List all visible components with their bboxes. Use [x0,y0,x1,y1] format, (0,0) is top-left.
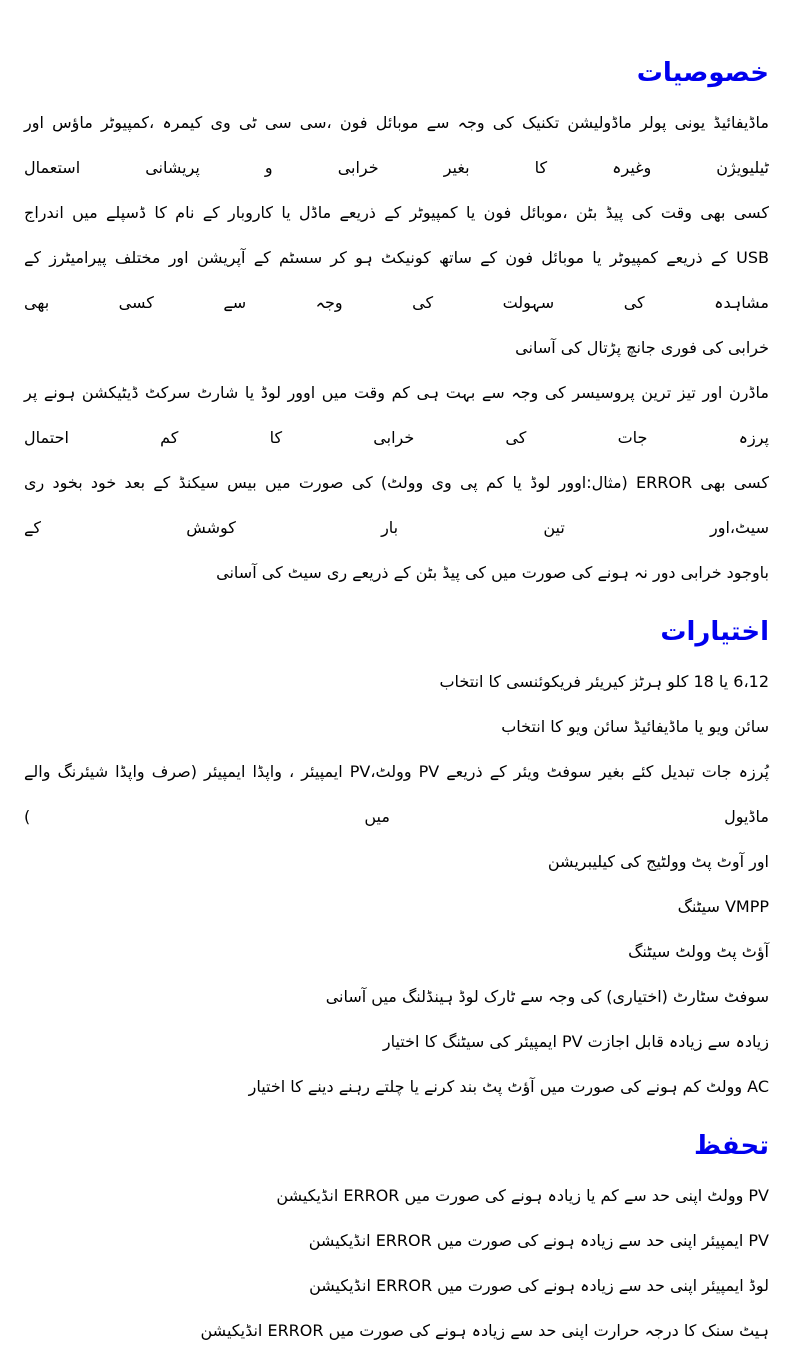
option-item-line: AC وولٹ کم ہونے کی صورت میں آؤٹ پٹ بند کرنے یا چلتے رہنے دینے کا اختیار [248,1077,769,1096]
protection-item-line: PV وولٹ اپنی حد سے کم یا زیادہ ہونے کی صورت میں ERROR انڈیکیشن [276,1186,769,1205]
options-section-heading: اختیارات [660,617,769,647]
feature-item-line: USB کے ذریعے کمپیوٹر یا موبائل فون کے ساتھ کونیکٹ ہو کر سسٹم کے آپریشن اور مختلف پیرامیٹرز کے مشاہدہ کی سہولت کی وجہ سے کسی بھی [24,248,769,312]
option-item-line: سائن ویو یا ماڈیفائیڈ سائن ویو کا انتخاب [501,717,769,736]
option-item-line: آؤٹ پٹ وولٹ سیٹنگ [628,942,769,961]
feature-item-line: کسی بھی ERROR (مثال:اوور لوڈ یا کم پی وی وولٹ) کی صورت میں بیس سیکنڈ کے بعد خود بخود ری سیٹ،اور تین بار کوشش کے [24,473,770,537]
feature-item-line: ماڈرن اور تیز ترین پروسیسر کی وجہ سے بہت ہی کم وقت میں اوور لوڈ یا شارٹ سرکٹ ڈیٹیکشن ہونے پر پرزہ جات کی خرابی کا کم احتمال [24,383,769,447]
feature-item-line: باوجود خرابی دور نہ ہونے کی صورت میں کی پیڈ بٹن کے ذریعے ری سیٹ کی آسانی [216,563,769,582]
protection-item-line: PV ایمپیئر اپنی حد سے زیادہ ہونے کی صورت میں ERROR انڈیکیشن [308,1231,769,1250]
protection-item-line: ہیٹ سنک کا درجہ حرارت اپنی حد سے زیادہ ہونے کی صورت میں ERROR انڈیکیشن [200,1321,769,1340]
option-item-line: سوفٹ سٹارٹ (اختیاری) کی وجہ سے ٹارک لوڈ ہینڈلنگ میں آسانی [325,987,769,1006]
option-item-line: زیادہ سے زیادہ قابل اجازت PV ایمپیئر کی سیٹنگ کا اختیار [382,1032,769,1051]
features-section-heading: خصوصیات [636,58,769,88]
option-item-line: VMPP سیٹنگ [677,897,769,916]
protection-section-heading: تحفظ [693,1131,769,1161]
feature-item-line: کسی بھی وقت کی پیڈ بٹن ،موبائل فون یا کمپیوٹر کے ذریعے ماڈل یا کاروبار کے نام کا ڈسپلے میں اندراج [24,203,769,222]
option-item-line: پُرزہ جات تبدیل کئے بغیر سوفٹ ویئر کے ذریعے PV وولٹ،PV ایمپیئر ، واپڈا ایمپیئر (صرف واپڈا شیئرنگ والے ماڈیول میں ) [24,762,770,826]
feature-item-line: ماڈیفائیڈ یونی پولر ماڈولیشن تکنیک کی وجہ سے موبائل فون ،سی سی ٹی وی کیمرہ ،کمپیوٹر ماؤس اور ٹیلیویژن وغیرہ کا بغیر خرابی و پریشانی استعمال [24,113,769,177]
option-item-line: اور آوٹ پٹ وولٹیج کی کیلیبریشن [547,852,769,871]
option-item-line: 6،12 یا 18 کلو ہرٹز کیریئر فریکوئنسی کا انتخاب [439,672,769,691]
protection-item-line: لوڈ ایمپیئر اپنی حد سے زیادہ ہونے کی صورت میں ERROR انڈیکیشن [309,1276,769,1295]
feature-item-line: خرابی کی فوری جانچ پڑتال کی آسانی [515,338,769,357]
